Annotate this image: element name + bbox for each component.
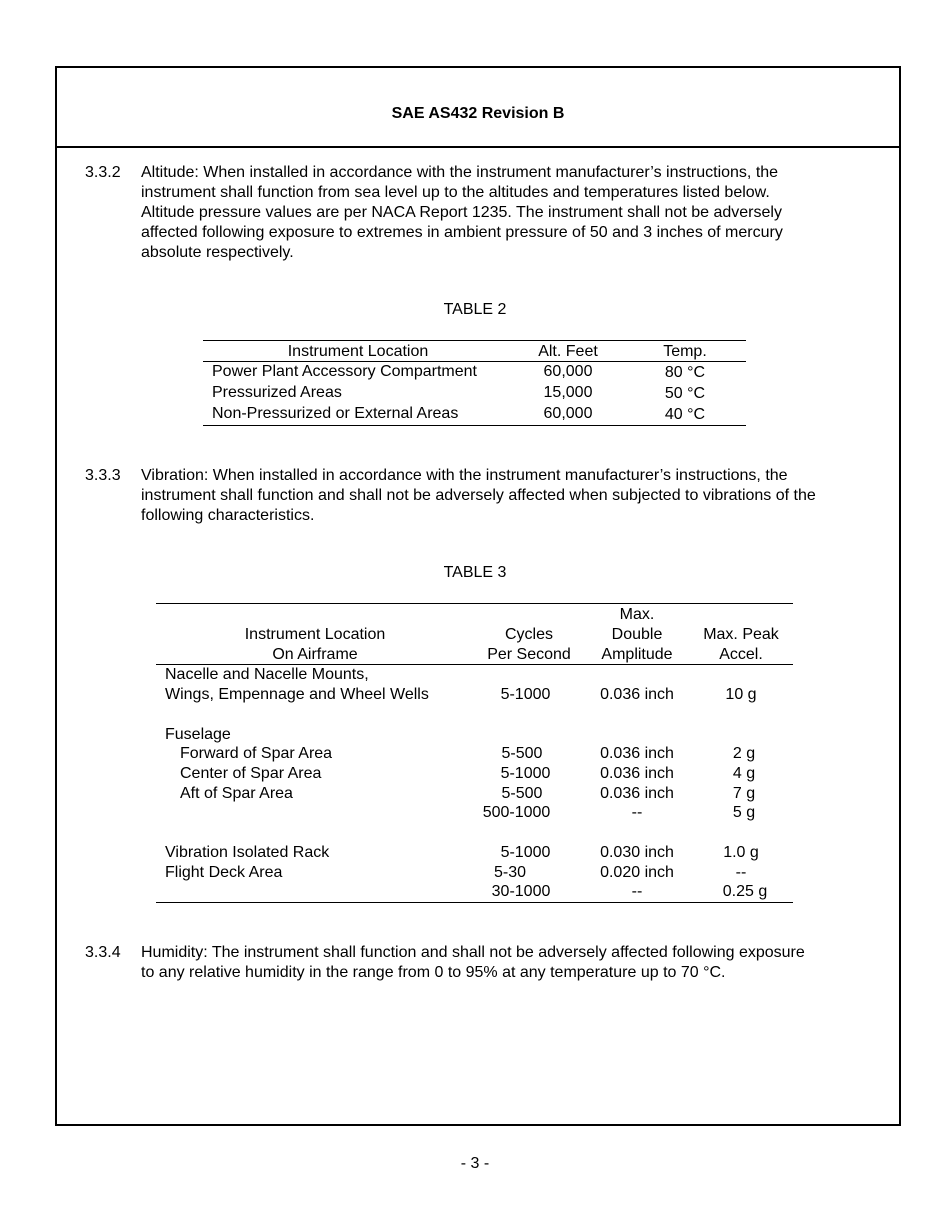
section-text: Humidity: The instrument shall function and shall not be adversely affected following exposure to any relative humidity in the range from 0 to 95% at any temperature up to 70 °C.	[141, 944, 805, 981]
column-header: Instrument Location	[244, 626, 386, 643]
section-text: Vibration: When installed in accordance with the instrument manufacturer’s instructions, the instrument shall function and shall not be adversely affected when subjected to vibrations of the following characteristics.	[141, 467, 816, 524]
column-header: Temp.	[663, 343, 707, 360]
document-title: SAE AS432 Revision B	[391, 105, 565, 122]
table-rule	[203, 425, 746, 426]
table-rule	[156, 902, 793, 903]
section-number: 3.3.3	[85, 467, 121, 484]
column-header: Amplitude	[601, 646, 673, 663]
table-2-caption: TABLE 2	[443, 301, 507, 318]
column-header: Accel.	[719, 646, 763, 663]
column-header: Max. Peak	[703, 626, 779, 643]
section-humidity	[85, 943, 885, 983]
table-rule	[203, 340, 746, 341]
column-header: On Airframe	[272, 646, 358, 663]
column-header: Max.	[619, 606, 655, 623]
header-band	[57, 68, 899, 148]
section-text: Altitude: When installed in accordance with the instrument manufacturer’s instructions, the instrument shall function from sea level up to the altitudes and temperatures listed below. Altitude pressure values are per NACA Report 1235. The instrument shall not be adversely affected following exposure to extremes in ambient pressure of 50 and 3 inches of mercury absolute respectively.	[141, 164, 783, 261]
column-header: Instrument Location	[287, 343, 429, 360]
table-rule	[156, 603, 793, 604]
column-header: Per Second	[487, 646, 571, 663]
section-vibration	[85, 466, 885, 526]
column-header: Cycles	[504, 626, 553, 643]
section-number: 3.3.2	[85, 164, 121, 181]
column-header: Alt. Feet	[538, 343, 598, 360]
column-header: Double	[611, 626, 663, 643]
page-number: - 3 -	[460, 1155, 490, 1172]
table-3-caption: TABLE 3	[443, 564, 507, 581]
section-altitude	[85, 163, 885, 263]
section-number: 3.3.4	[85, 944, 121, 961]
